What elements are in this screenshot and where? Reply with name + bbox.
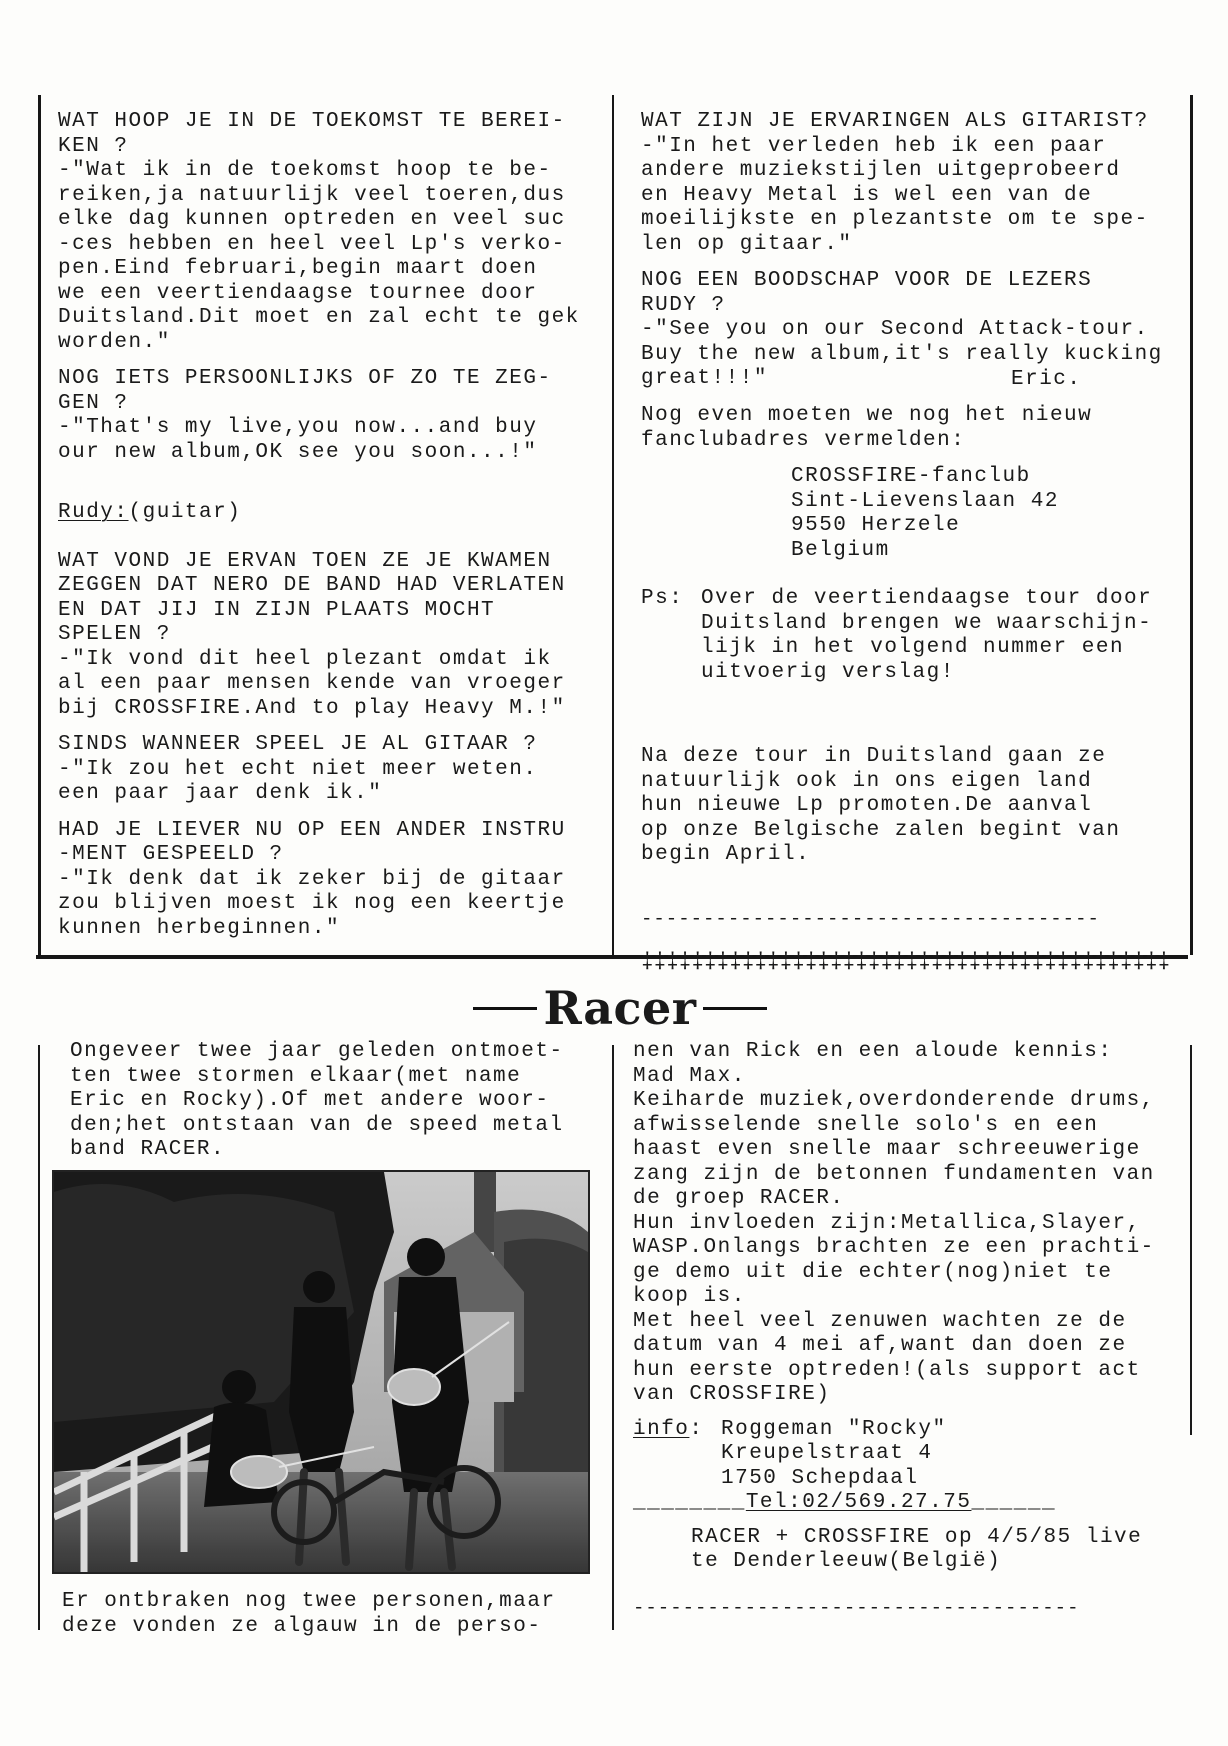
interviewee-name: Rudy: — [58, 501, 129, 524]
text-line: -MENT GESPEELD ? — [58, 843, 284, 866]
column-rule-middle — [612, 1045, 614, 1630]
text-line: kunnen herbeginnen." — [58, 916, 341, 940]
text-line: pen.Eind februari,begin maart doen — [58, 257, 538, 280]
racer-column-left — [70, 1040, 610, 1163]
text-line: len op gitaar." — [641, 232, 853, 256]
interview-column-left — [58, 110, 613, 941]
text-line: en Heavy Metal is wel een van de — [641, 183, 1093, 207]
address-line: Belgium — [791, 538, 890, 562]
text-line: haast even snelle maar schreeuwerige — [633, 1138, 1141, 1161]
text-line: Hun invloeden zijn:Metallica,Slayer, — [633, 1211, 1141, 1235]
question-joining — [58, 550, 613, 722]
text-line: WAT VOND JE ERVAN TOEN ZE JE KWAMEN — [58, 549, 552, 573]
text-line: HAD JE LIEVER NU OP EEN ANDER INSTRU — [58, 818, 566, 842]
question-future — [58, 110, 613, 355]
telephone: Tel:02/569.27.75 — [745, 1491, 972, 1514]
text-line: -"In het verleden heb ik een paar — [641, 134, 1107, 158]
end-divider: ------------------------------------ — [633, 1597, 1080, 1618]
text-line: our new album,OK see you soon...!" — [58, 440, 538, 464]
text-line: great!!!" — [641, 367, 768, 390]
gig-announcement — [633, 1526, 1193, 1575]
text-line: Eric en Rocky).Of met andere woor- — [70, 1089, 550, 1112]
text-line: uitvoerig verslag! — [701, 660, 955, 684]
text-line: WASP.Onlangs brachten ze een prachti- — [633, 1236, 1155, 1259]
text-line: reiken,ja natuurlijk veel toeren,dus — [58, 183, 566, 207]
text-line: Duitsland brengen we waarschijn- — [701, 611, 1153, 635]
question-experience — [641, 110, 1186, 257]
band-photo-image — [54, 1172, 588, 1572]
text-line: -"See you on our Second Attack-tour. — [641, 318, 1149, 341]
postscript — [641, 587, 1186, 685]
telephone-line — [633, 1491, 1193, 1516]
text-line: -"Wat ik in de toekomst hoop te be- — [58, 159, 552, 182]
text-line: GEN ? — [58, 391, 129, 415]
fanclub-intro — [641, 404, 1186, 453]
text-line: WAT ZIJN JE ERVARINGEN ALS GITARIST? — [641, 110, 1149, 133]
info-label-wrap — [633, 1418, 721, 1492]
heading-rule-left — [473, 1007, 537, 1010]
text-line: -"That's my live,you now...and buy — [58, 416, 538, 439]
text-line: WAT HOOP JE IN DE TOEKOMST TE BEREI- — [58, 110, 566, 133]
text-line: moeilijkste en plezantste om te spe- — [641, 208, 1149, 231]
text-line: te Denderleeuw(België) — [691, 1550, 1002, 1573]
text-line: datum van 4 mei af,want dan doen ze — [633, 1334, 1127, 1357]
text-line: SINDS WANNEER SPEEL JE AL GITAAR ? — [58, 733, 538, 756]
info-colon: : — [689, 1417, 704, 1441]
text-line: ge demo uit die echter(nog)niet te — [633, 1260, 1113, 1284]
text-line: een paar jaar denk ik." — [58, 782, 383, 805]
text-line: van CROSSFIRE) — [633, 1383, 831, 1406]
racer-column-right — [633, 1040, 1193, 1637]
text-line: worden." — [58, 330, 171, 354]
info-line: Kreupelstraat 4 — [721, 1442, 933, 1465]
racer-heading — [470, 978, 770, 1038]
text-line: al een paar mensen kende van vroeger — [58, 672, 566, 695]
text-line: Met heel veel zenuwen wachten ze de — [633, 1309, 1127, 1333]
text-line: -"Ik denk dat ik zeker bij de gitaar — [58, 867, 566, 891]
tour-closing — [641, 745, 1186, 868]
text-line: NOG IETS PERSOONLIJKS OF ZO TE ZEG- — [58, 367, 552, 390]
text-line: -"Ik vond dit heel plezant omdat ik — [58, 647, 552, 671]
tel-rule-right: ______ — [971, 1491, 1057, 1514]
text-line: we een veertiendaagse tournee door — [58, 281, 538, 305]
address-line: Sint-Lievenslaan 42 — [791, 489, 1059, 513]
text-line: zang zijn de betonnen fundamenten van — [633, 1162, 1155, 1186]
text-line: deze vonden ze algauw in de perso- — [62, 1614, 542, 1638]
dashed-divider: ------------------------------------- — [641, 908, 1100, 929]
ps-label: Ps: — [641, 587, 684, 610]
fanclub-address — [641, 465, 1186, 563]
info-line: Roggeman "Rocky" — [721, 1417, 947, 1441]
question-guitar-since — [58, 733, 613, 807]
text-line: KEN ? — [58, 134, 129, 158]
text-line: Over de veertiendaagse tour door — [701, 587, 1153, 610]
text-line: RUDY ? — [641, 293, 726, 317]
racer-column-left-continued — [62, 1590, 602, 1639]
text-line: Ongeveer twee jaar geleden ontmoet- — [70, 1040, 564, 1063]
text-line: Na deze tour in Duitsland gaan ze — [641, 745, 1107, 768]
article-title: Racer — [543, 981, 697, 1035]
text-line: begin April. — [641, 843, 811, 866]
question-personal — [58, 367, 613, 465]
signature: Eric. — [1011, 367, 1082, 391]
info-line: 1750 Schepdaal — [721, 1466, 919, 1490]
interview-column-right — [641, 110, 1186, 997]
heading-rule-right — [703, 1007, 767, 1010]
address-line: 9550 Herzele — [791, 514, 961, 537]
text-line: de groep RACER. — [633, 1187, 845, 1210]
text-line: afwisselende snelle solo's en een — [633, 1113, 1099, 1137]
text-line: Nog even moeten we nog het nieuw — [641, 404, 1093, 427]
text-line: op onze Belgische zalen begint van — [641, 818, 1121, 842]
text-line: Duitsland.Dit moet en zal echt te gek — [58, 306, 580, 329]
info-block — [633, 1418, 1193, 1492]
text-line: andere muziekstijlen uitgeprobeerd — [641, 159, 1121, 182]
interviewee-role: (guitar) — [128, 501, 242, 524]
question-message — [641, 269, 1186, 392]
text-line: fanclubadres vermelden: — [641, 428, 966, 452]
text-line: EN DAT JIJ IN ZIJN PLAATS MOCHT — [58, 598, 496, 622]
text-line: zou blijven moest ik nog een keertje — [58, 892, 566, 915]
text-line: Buy the new album,it's really kucking — [641, 342, 1163, 366]
text-line: NOG EEN BOODSCHAP VOOR DE LEZERS — [641, 269, 1093, 292]
address-line: CROSSFIRE-fanclub — [791, 465, 1031, 488]
interviewee-heading — [58, 501, 613, 526]
text-line: natuurlijk ook in ons eigen land — [641, 769, 1093, 793]
question-other-instrument — [58, 819, 613, 942]
text-line: Keiharde muziek,overdonderende drums, — [633, 1089, 1155, 1112]
text-line: nen van Rick en een aloude kennis: — [633, 1040, 1113, 1063]
text-line: band RACER. — [70, 1138, 226, 1161]
text-line: -ces hebben en heel veel Lp's verko- — [58, 232, 566, 256]
text-line: den;het ontstaan van de speed metal — [70, 1113, 564, 1137]
text-line: hun eerste optreden!(als support act — [633, 1358, 1141, 1382]
text-line: lijk in het volgend nummer een — [701, 636, 1125, 659]
text-line: bij CROSSFIRE.And to play Heavy M.!" — [58, 696, 566, 720]
tel-rule-left: ________ — [633, 1491, 746, 1514]
text-line: Er ontbraken nog twee personen,maar — [62, 1590, 556, 1613]
tick-divider: ‡‡‡‡‡‡‡‡‡‡‡‡‡‡‡‡‡‡‡‡‡‡‡‡‡‡‡‡‡‡‡‡‡‡‡‡‡‡‡‡‡‡ — [641, 950, 1171, 974]
band-photo — [52, 1170, 590, 1574]
info-label: info — [633, 1417, 690, 1441]
text-line: hun nieuwe Lp promoten.De aanval — [641, 794, 1093, 817]
text-line: SPELEN ? — [58, 623, 171, 646]
column-rule-left — [38, 1045, 40, 1630]
text-line: elke dag kunnen optreden en veel suc — [58, 208, 566, 231]
text-line: -"Ik zou het echt niet meer weten. — [58, 757, 538, 781]
text-line: koop is. — [633, 1285, 746, 1308]
text-line: RACER + CROSSFIRE op 4/5/85 live — [691, 1525, 1143, 1549]
text-line: Mad Max. — [633, 1064, 746, 1088]
text-line: ten twee stormen elkaar(met name — [70, 1064, 522, 1088]
text-line: ZEGGEN DAT NERO DE BAND HAD VERLATEN — [58, 574, 566, 597]
